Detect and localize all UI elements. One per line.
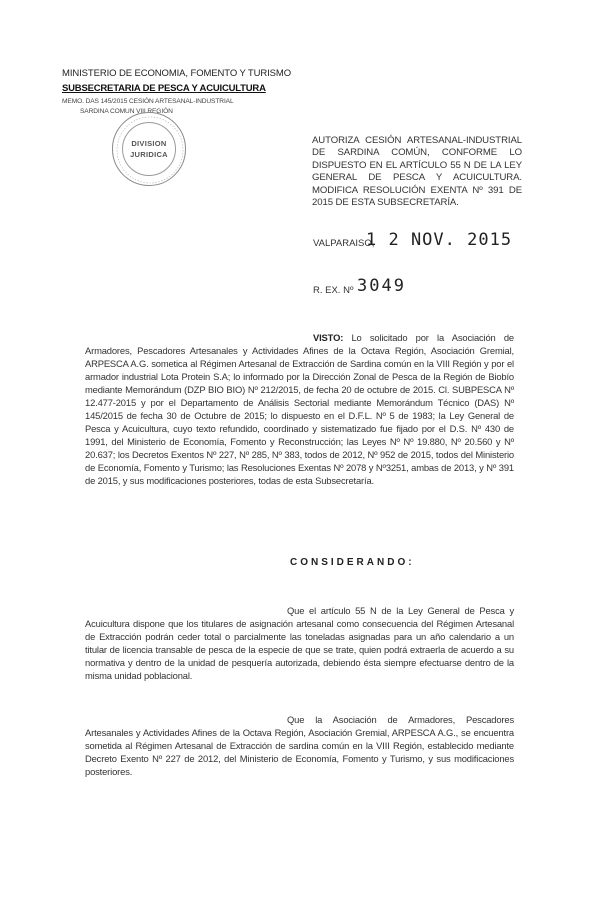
resolution-summary: AUTORIZA CESIÓN ARTESANAL-INDUSTRIAL DE SARDINA COMÚN, CONFORME LO DISPUESTO EN EL ARTÍCULO 55 N DE LA LEY GENERAL DE PESCA Y ACUICULTURA. MODIFICA RESOLUCIÓN EXENTA Nº 391 DE 2015 DE ESTA SUBSECRETARÍA. (312, 135, 522, 209)
subsecretaria-name: SUBSECRETARIA DE PESCA Y ACUICULTURA (62, 83, 266, 94)
considerando-2 (85, 713, 514, 778)
considerando-2-lead: Que la Asociación de Armadores, Pescadores (287, 714, 514, 725)
resolution-label: R. EX. Nº (313, 285, 354, 296)
stamp-text-juridica: JURIDICA (130, 150, 168, 159)
considerando-heading: CONSIDERANDO: (290, 557, 415, 568)
memo-reference: MEMO. DAS 145/2015 CESIÓN ARTESANAL-INDUSTRIAL (62, 98, 234, 105)
memo-subject: SARDINA COMUN VIII REGIÓN (80, 108, 173, 115)
considerando-2-text: Artesanales y Actividades Afines de la Octava Región, Asociación Gremial, ARPESCA A.G., se encuentra sometida al Régimen Artesanal de Extracción de sardina común en la VIII Región, establecido mediante Decreto Exento Nº 227 de 2012, del Ministerio de Economía, Fomento y Turismo, y sus modificaciones posteriores. (85, 727, 514, 777)
date-stamp: 1 2 NOV. 2015 (366, 230, 513, 250)
place-label: VALPARAISO, (313, 238, 375, 249)
ministry-name: MINISTERIO DE ECONOMIA, FOMENTO Y TURISMO (62, 68, 292, 79)
considerando-1-lead: Que el artículo 55 N de la Ley General de Pesca y (287, 605, 514, 616)
stamp-text-division: DIVISION (131, 139, 167, 148)
visto-paragraph (85, 331, 514, 487)
stamp-inner-ring (122, 122, 176, 176)
visto-heading: VISTO: (313, 332, 344, 343)
visto-text: Lo solicitado por la Asociación de Armadores, Pescadores Artesanales y Actividades Afines de la Octava Región, Asociación Gremial, ARPESCA A.G. sometica al Régimen Artesanal de Extracción de Sardina común en la VIII Región y por el armador industrial Lota Protein S.A; lo informado por la Dirección Zonal de Pesca de la Región de Biobío mediante Memorándum (DZP BIO BIO) Nº 212/2015, de fecha 20 de octubre de 2015. Cl. SUBPESCA Nº 12.477-2015 y por el Departamento de Análisis Sectorial mediante Memorándum Técnico (DAS) Nº 145/2015 de fecha 30 de Octubre de 2015; lo dispuesto en el D.F.L. Nº 5 de 1983; la Ley General de Pesca y Acuicultura, cuyo texto refundido, coordinado y sistematizado fue fijado por el D.S. Nº 430 de 1991, del Ministerio de Economía, Fomento y Reconstrucción; las Leyes Nº Nº 19.880, Nº 20.560 y Nº 20.637; los Decretos Exentos Nº 227, Nº 285, Nº 383, todos de 2012, Nº 952 de 2015, todos del Ministerio de Economía, Fomento y Turismo; las Resoluciones Exentas Nº 2078 y Nº3251, ambas de 2013, y Nº 391 de 2015, y sus modificaciones posteriores, todas de esta Subsecretaría. (85, 332, 514, 486)
considerando-1 (85, 604, 514, 682)
division-juridica-stamp (112, 112, 186, 186)
considerando-1-text: Acuicultura dispone que los titulares de asignación artesanal como consecuencia del Régimen Artesanal de Extracción podrán ceder total o parcialmente las toneladas asignadas para un año calendario a un titular de licencia transable de pesca de la especie de que se trate, quien podrá extraerla de acuerdo a su normativa y dentro de la unidad de pesquería autorizada, debiendo ésta siempre efectuarse dentro de la misma unidad poblacional. (85, 618, 514, 681)
resolution-number: 3049 (357, 276, 406, 296)
